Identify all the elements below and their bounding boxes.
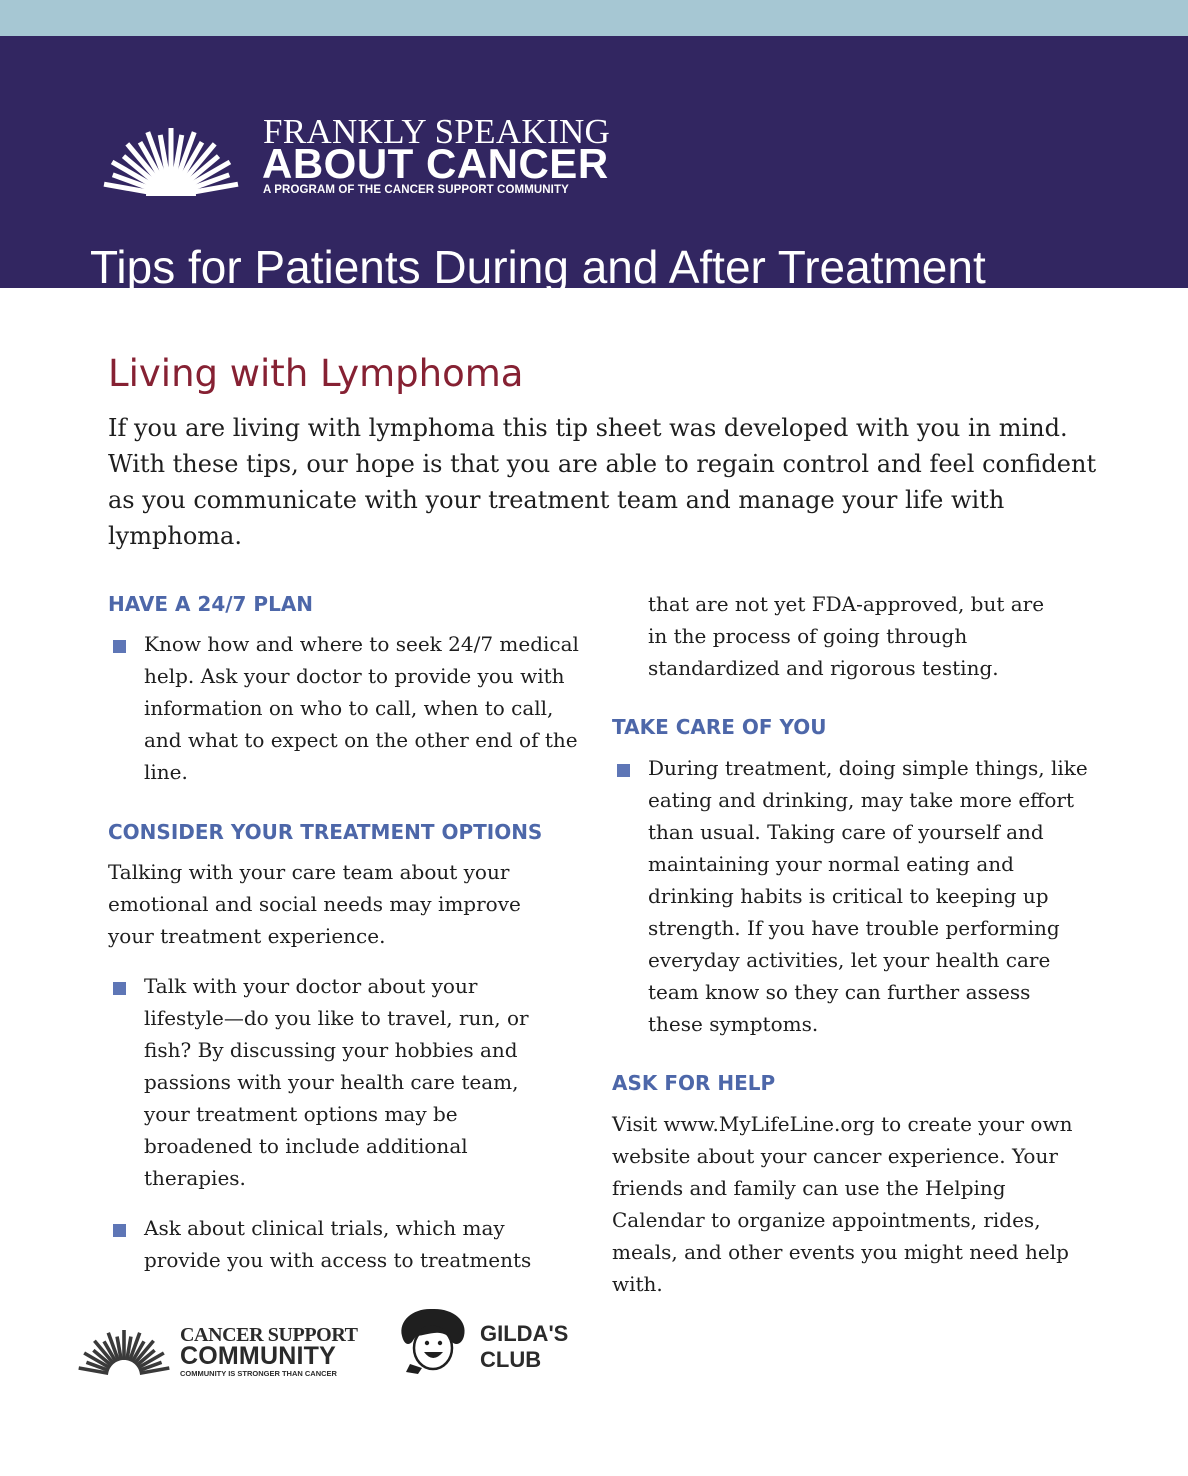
bullet-item [612,752,1088,1040]
options-paragraph: Talking with your care team about your emotional and social needs may improve your treatment experience. [108,860,521,948]
brand-name-line1: FRANKLY SPEAKING [263,112,611,151]
cancer-support-community-logo-icon [72,1326,176,1378]
bullet-square-icon [113,1224,126,1237]
bullet-continuation-text: that are not yet FDA-approved, but are in the process of going through standardized and rigorous testing. [648,592,1045,680]
cancer-support-community-tagline: COMMUNITY IS STRONGER THAN CANCER [180,1369,337,1378]
bullet-square-icon [113,982,126,995]
cancer-support-community-name-line2: COMMUNITY [180,1342,336,1370]
section-heading-treatment-options: CONSIDER YOUR TREATMENT OPTIONS [108,820,543,844]
intro-paragraph: If you are living with lymphoma this tip sheet was developed with you in mind. With these tips, our hope is that you are able to regain control and feel confident as you communicate with your treatment team and manage your life with lymphoma. [108,414,1097,550]
bullet-text: Know how and where to seek 24/7 medical help. Ask your doctor to provide you with information on who to call, when to call, and what to expect on the other end of the line. [144,632,579,784]
gildas-club-name [480,1321,568,1373]
document-heading: Living with Lymphoma [108,352,524,395]
sunburst-logo-icon [88,108,254,198]
bullet-item [108,970,534,1194]
page-title: Tips for Patients During and After Treatment [90,241,986,293]
bullet-text: Ask about clinical trials, which may provide you with access to treatments [144,1216,532,1272]
brand-tagline: A PROGRAM OF THE CANCER SUPPORT COMMUNITY [263,184,569,196]
bullet-text: Talk with your doctor about your lifestyle—do you like to travel, run, or fish? By discussing your hobbies and passions with your health care team, your treatment options may be broadened to include additional therapies. [144,974,529,1190]
bullet-square-icon [113,640,126,653]
gildas-club-logo-icon [396,1306,470,1374]
gildas-club-line2: CLUB [480,1347,542,1372]
gildas-club-line1: GILDA'S [480,1321,569,1346]
bullet-item [108,628,584,788]
bullet-item [108,1212,564,1276]
header-banner [0,36,1188,293]
brand-name-line2: ABOUT CANCER [262,140,609,187]
help-paragraph: Visit www.MyLifeLine.org to create your own website about your cancer experience. Your friends and family can use the Helping Calendar to organize appointments, rides, meals, and other events you might need help with. [612,1112,1073,1296]
section-heading-take-care: TAKE CARE OF YOU [612,715,827,739]
bullet-text: During treatment, doing simple things, like eating and drinking, may take more effort than usual. Taking care of yourself and maintaining your normal eating and drinking habits is critical to keeping up strength. If you have trouble performing everyday activities, let your health care team know so they can further assess these symptoms. [648,756,1088,1036]
section-heading-24-7-plan: HAVE A 24/7 PLAN [108,592,314,616]
top-color-strip [0,0,1188,36]
cancer-support-community-name-line1: CANCER SUPPORT [180,1324,358,1346]
section-heading-ask-for-help: ASK FOR HELP [612,1071,776,1095]
bullet-square-icon [617,764,630,777]
